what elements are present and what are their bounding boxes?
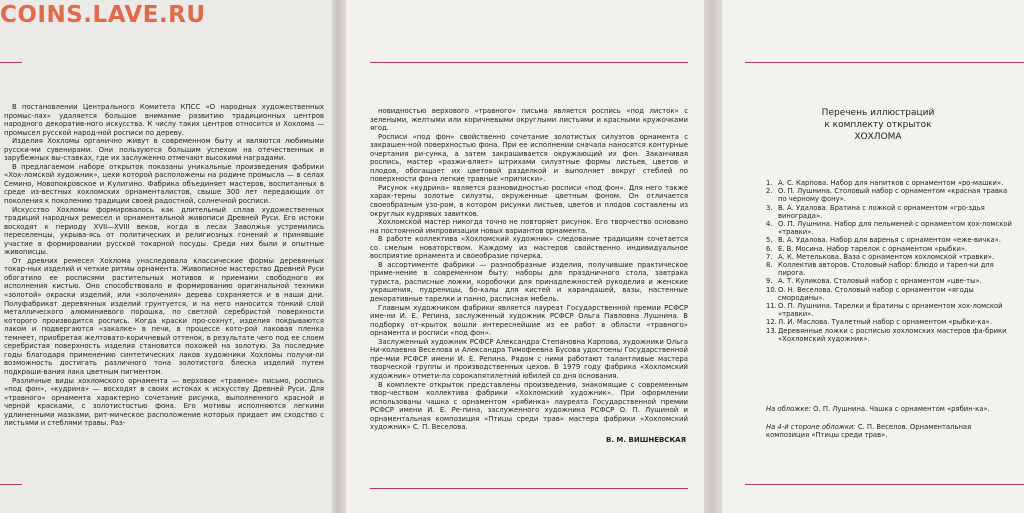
item-text: В. А. Удалова. Набор для варенья с орнаментом «ежe-вичка». bbox=[778, 236, 1001, 245]
title-line-1: Перечень иллюстраций bbox=[821, 108, 935, 118]
item-text: Деревянные ложки с росписью хохломских мастеров фа-брики «Хохломский художник». bbox=[778, 326, 1007, 343]
text-paragraph: новидностью верхового «травного» письма является роспись «под листок» с зелеными, желтыми или коричневыми округлыми листьями и красными кружочками ягод. bbox=[370, 107, 688, 133]
illustration-item bbox=[766, 236, 1016, 244]
item-text: О. П. Лушнина. Столовый набор с орнаментом «красная травка по черному фону». bbox=[778, 187, 1008, 204]
continued-text-column bbox=[370, 107, 688, 432]
text-paragraph: Рисунок «кудрина» является разновидностью росписи «под фон». Для него также харак-терны золотые силуэты, окруженные цветным фоном. Он отличается своеобразным узо-ром, в котором рисунки листьев, цветов и плодов составлены из округлых кудрявых завитков. bbox=[370, 183, 688, 218]
cover-front-text: О. П. Лушнина. Чашка с орнаментом «рябин-ка». bbox=[811, 405, 990, 413]
illustration-item bbox=[766, 245, 1016, 253]
title-line-3: ХОХЛОМА bbox=[854, 132, 902, 142]
illustration-item bbox=[766, 187, 1016, 203]
item-text: О. Н. Веселова. Столовый набор с орнаментом «ягоды смородины». bbox=[778, 285, 974, 302]
item-number: 5. bbox=[766, 236, 773, 245]
illustration-item bbox=[766, 220, 1016, 236]
item-text: О. П. Лушнина. Тарелки и братины с орнаментом хох-ломской «травки». bbox=[778, 302, 1003, 319]
item-number: 1. bbox=[766, 179, 773, 187]
text-paragraph: Искусство Хохломы формировалось как длительный сплав художественных традиций народных ремесел и орнаментальной живописи Древней Руси. Его истоки восходят к периоду XVII—XVIII веков, когда в лесах Заволжья устремились переселенцы, укрыва-ясь от политических и религиозных гонений и принявшие участие в формировании русской токарной посуды. Среди них были и опытные живописцы. bbox=[4, 205, 324, 257]
top-rule-left bbox=[0, 62, 22, 63]
text-paragraph: В комплекте открыток представлены произведения, знакомящие с современным твор-чеством коллектива фабрики «Хохломский художник». При оформлении использованы чашка с орнаментом «рябинка» лауреата Государственной премии РСФСР имени И. Е. Ре-пина, заслуженного художника РСФСР О. П. Лушиной и орнаментальная композиция «Птицы среди трав» мастера фабрики «Хохломский художник» С. П. Веселова. bbox=[370, 380, 688, 432]
text-paragraph: Различные виды хохломского орнамента — верховое «травное» письмо, роспись «под фон», «кудрина» — восходят в своих истоках к искусству Древней Руси. Для «травного» орнамента характерно сочетание рисунка, выполненного красной и черной красками, с золотистостью фона. Его мотивы исполняются легкими удлиненными мазками, рит-мическое расположение которых придает им сходство с листьями и стеблями травы. Раз- bbox=[4, 376, 324, 428]
text-paragraph: В работе коллектива «Хохломский художник» следование традициям сочетается со смелым новаторством. Каждому из мастеров свойственно индивидуальное восприятие орнамента и своеобразие почерка. bbox=[370, 235, 688, 261]
illustration-item bbox=[766, 327, 1016, 343]
bottom-rule-left bbox=[0, 484, 22, 485]
item-text: Е. В. Мосина. Набор тарелок с орнаментом «рыбки». bbox=[778, 244, 968, 253]
item-number: 9. bbox=[766, 277, 773, 286]
text-paragraph: В постановлении Центрального Комитета КПСС «О народных художественных промыс-лах» удаляется большое внимание развитию традиционных центров народного декоратив-ного искусства. К числу таких центров относится и Хохлома — промысел русской народ-ной росписи по дереву. bbox=[4, 103, 324, 137]
author-signature: В. М. ВИШНЕВСКАЯ bbox=[606, 436, 686, 444]
bottom-rule-right bbox=[745, 484, 1024, 485]
site-watermark: COINS.LAVE.RU bbox=[0, 2, 206, 28]
item-number: 8. bbox=[766, 261, 773, 270]
title-line-2: к комплекту открыток bbox=[824, 120, 932, 130]
cover-back-note bbox=[766, 423, 1016, 439]
text-paragraph: От древних ремесел Хохлома унаследовала классические формы деревянных токар-ных изделий и четкие ритмы орнамента. Живописное мастерство Древней Руси обогатило ее росписями растительных мотивов и приемами свободного их исполнения кистью. Оно способствовало и формированию оригинальной техники «золотой» окраски изделий, или «золочения» дерева сохраняется и в наши дни. Полуфабрикат деревянных изделий грунтуется, и на него наносится тонкий слой металлического алюминиевого порошка, по светлой серебристой поверхности которого производится роспись. Когда краски про-сохнут, изделия покрываются лаком и подвергаются «закалке» в печи, в процессе кото-рой лаковая пленка темнеет, приобретая желтовато-коричневый оттенок, в результате чего под ее слоем серебристая поверхность изделия становится похожей на золотую. За последние годы благодаря применению синтетических лаков художники Хохломы получи-ли возможность достигать различного тона золотистого блеска изделий путем подкраши-вания лака цветным пигментом. bbox=[4, 256, 324, 376]
cover-front-label: На обложке: bbox=[766, 405, 811, 413]
item-number: 12. bbox=[766, 318, 777, 327]
illustration-item bbox=[766, 318, 1016, 326]
item-text: Коллектив авторов. Столовый набор: блюдо и тарел-ки для пирога. bbox=[778, 261, 994, 278]
illustration-item bbox=[766, 286, 1016, 302]
item-text: Л. И. Маслова. Туалетный набор с орнаментом «рыбки-ка». bbox=[778, 318, 992, 327]
illustration-item bbox=[766, 204, 1016, 220]
item-text: А. С. Карпова. Набор для напитков с орнаментом «ро-машки». bbox=[778, 179, 1004, 187]
illustrations-list bbox=[766, 179, 1016, 343]
item-number: 10. bbox=[766, 285, 777, 294]
illustration-item bbox=[766, 179, 1016, 187]
intro-text-column bbox=[4, 103, 324, 428]
item-text: А. Т. Куликова. Столовый набор с орнаментом «цвe-ты». bbox=[778, 277, 982, 286]
text-paragraph: Главным художником фабрики является лауреат Государственной премии РСФСР име-ни И. Е. Репина, заслуженный художник РСФСР Ольга Павловна Лушнина. В подборку от-крыток вошли интереснейшие из ее работ в области «травного» орнамента и росписи «под фон». bbox=[370, 303, 688, 338]
text-paragraph: Изделия Хохломы органично живут в современном быту и являются любимыми русски-ми сувенирами. Они пользуются большим успехом на отечественных и зарубежных вы-ставках, где их заслуженно отмечают высокими наградами. bbox=[4, 137, 324, 163]
bottom-rule-middle bbox=[370, 488, 688, 489]
item-number: 3. bbox=[766, 203, 773, 212]
illustrations-title bbox=[788, 107, 968, 143]
text-paragraph: Хохломской мастер никогда точно не повторяет рисунок. Его творчество основано на постоянной импровизации новых вариантов орнамента. bbox=[370, 218, 688, 235]
cover-back-label: На 4-й стороне обложки: bbox=[766, 423, 856, 431]
item-number: 4. bbox=[766, 220, 773, 229]
illustration-item bbox=[766, 302, 1016, 318]
text-paragraph: Заслуженный художник РСФСР Александра Степановна Карпова, художники Ольга Ни-колаевна Веселова и Александра Тимофеевна Бусова удостоены Государственной пре-мии РСФСР имени И. Е. Репина. Рядом с ними работают талантливые мастера творческой группы и производственных цехов. В 1979 году фабрика «Хохломский художник» отмети-ла сорокапятилетний юбилей со дня основания. bbox=[370, 337, 688, 380]
item-text: А. К. Метелькова. Ваза с орнаментом хохломской «травки». bbox=[778, 252, 995, 261]
text-paragraph: В ассортименте фабрики — разнообразные изделия, получившие практическое приме-нение в современном быту: наборы для праздничного стола, завтрака туриста, расписные ложки, коробочки для принадлежностей рукоделия и женские украшения, пудреницы, бо-калы для кистей и карандашей, вазы, настенные декоративные тарелки и панно, расписная мебель. bbox=[370, 260, 688, 304]
top-rule-middle bbox=[370, 62, 688, 63]
page-fold-left bbox=[332, 0, 346, 513]
item-number: 7. bbox=[766, 252, 773, 261]
page-fold-right bbox=[704, 0, 722, 513]
item-number: 6. bbox=[766, 244, 773, 253]
illustration-item bbox=[766, 253, 1016, 261]
cover-back-text: С. П. Веселов. Орнаментальная композиция «Птицы среди трав». bbox=[766, 423, 972, 440]
item-number: 11. bbox=[766, 302, 777, 311]
top-rule-right bbox=[745, 62, 1024, 63]
item-number: 2. bbox=[766, 187, 773, 196]
item-text: О. П. Лушнина. Набор для пельменей с орнаментом хох-ломской «травки». bbox=[778, 220, 1012, 237]
item-number: 13. bbox=[766, 326, 777, 335]
cover-front-note bbox=[766, 405, 1016, 413]
text-paragraph: Росписи «под фон» свойственно сочетание золотистых силуэтов орнамента с закрашен-ной поверхностью фона. При ее исполнении сначала наносятся контурные очертания ри-сунка, а затем закрашивается окружающий их фон. Заканчивая роспись, мастер «разжи-вляет» штрихами силуэтные формы листьев, цветов и плодов, обогащает их цветовой разделкой и выполняет вокруг стеблей по поверхности фона легкие травные «приписки». bbox=[370, 132, 688, 184]
illustration-item bbox=[766, 277, 1016, 285]
illustration-item bbox=[766, 261, 1016, 277]
item-text: В. А. Удалова. Братина с ложкой с орнаментом «гро-здья винограда». bbox=[778, 203, 985, 220]
text-paragraph: В предлагаемом наборе открыток показаны уникальные произведения фабрики «Хох-ломской художник», цехи которой расположены на родине промысла — в селах Семино, Новопокровское и Кулигино. Фабрика объединяет мастеров, воспитанных в среде из-вестных хохломских орнаменталистов, свыше 300 лет передающих от поколения к поколению традиции своей радостной, солнечной росписи. bbox=[4, 162, 324, 206]
